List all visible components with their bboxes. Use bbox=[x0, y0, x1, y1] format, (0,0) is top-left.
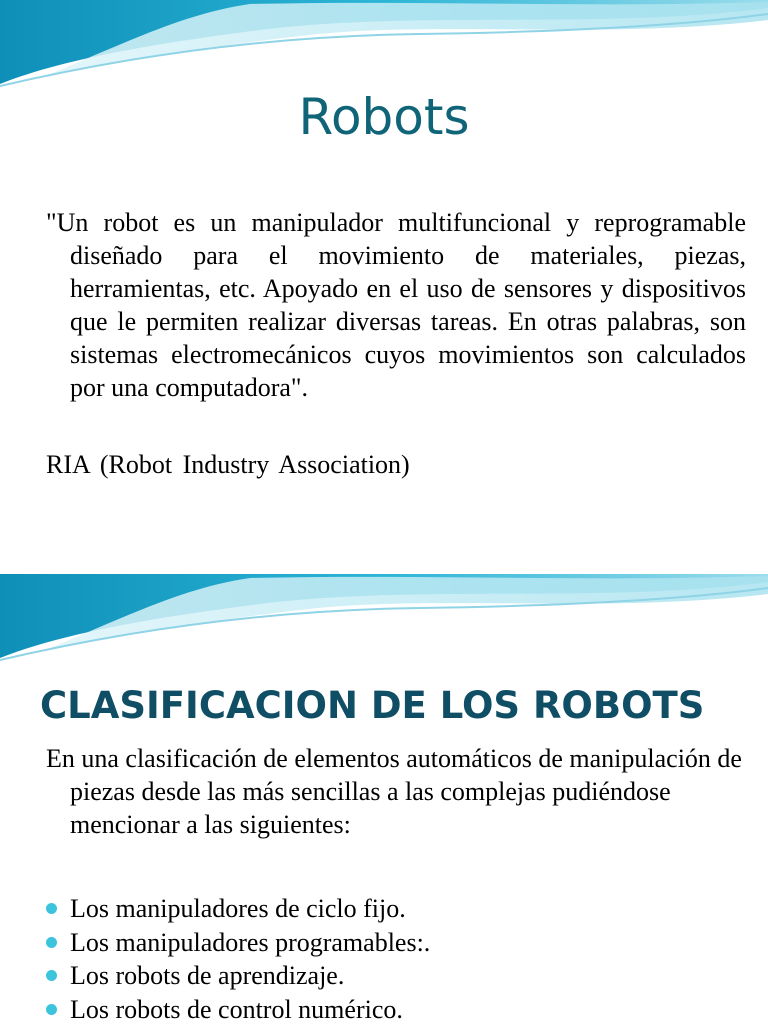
slide-title: Robots bbox=[298, 88, 470, 146]
list-item bbox=[46, 892, 430, 926]
list-item bbox=[46, 926, 430, 960]
quote-attribution: RIA (Robot Industry Association) bbox=[46, 450, 410, 479]
slide-heading: CLASIFICACION DE LOS ROBOTS bbox=[40, 684, 705, 727]
list-item-text: Los manipuladores programables:. bbox=[70, 927, 431, 957]
list-item-text: Los robots de control numérico. bbox=[70, 994, 403, 1024]
slide-separator bbox=[0, 560, 768, 574]
bullet-dot-icon bbox=[46, 903, 57, 914]
list-item-text: Los robots de aprendizaje. bbox=[70, 961, 345, 990]
bullet-dot-icon bbox=[46, 937, 57, 948]
definition-quote: "Un robot es un manipulador multifuncional y reprogramable diseñado para el movimiento de materiales, piezas, herramientas, etc. Apoyado en el uso de sensores y dispositivos que le permiten realizar diversas tareas. En otras palabras, son sistemas electromecánicos cuyos movimientos son calculados por una computadora". bbox=[46, 208, 746, 402]
slide-2 bbox=[0, 574, 768, 1024]
bullet-dot-icon bbox=[46, 970, 57, 981]
wave-banner-decoration bbox=[0, 0, 768, 90]
list-item-text: Los manipuladores de ciclo fijo. bbox=[70, 894, 406, 923]
bullet-dot-icon bbox=[46, 1004, 57, 1015]
intro-paragraph: En una clasificación de elementos automáticos de manipulación de piezas desde las más sencillas a las complejas pudiéndose mencionar a las siguientes: bbox=[46, 744, 742, 839]
wave-banner-decoration bbox=[0, 574, 768, 664]
list-item bbox=[46, 959, 430, 993]
classification-list bbox=[46, 892, 430, 1024]
list-item bbox=[46, 993, 430, 1024]
